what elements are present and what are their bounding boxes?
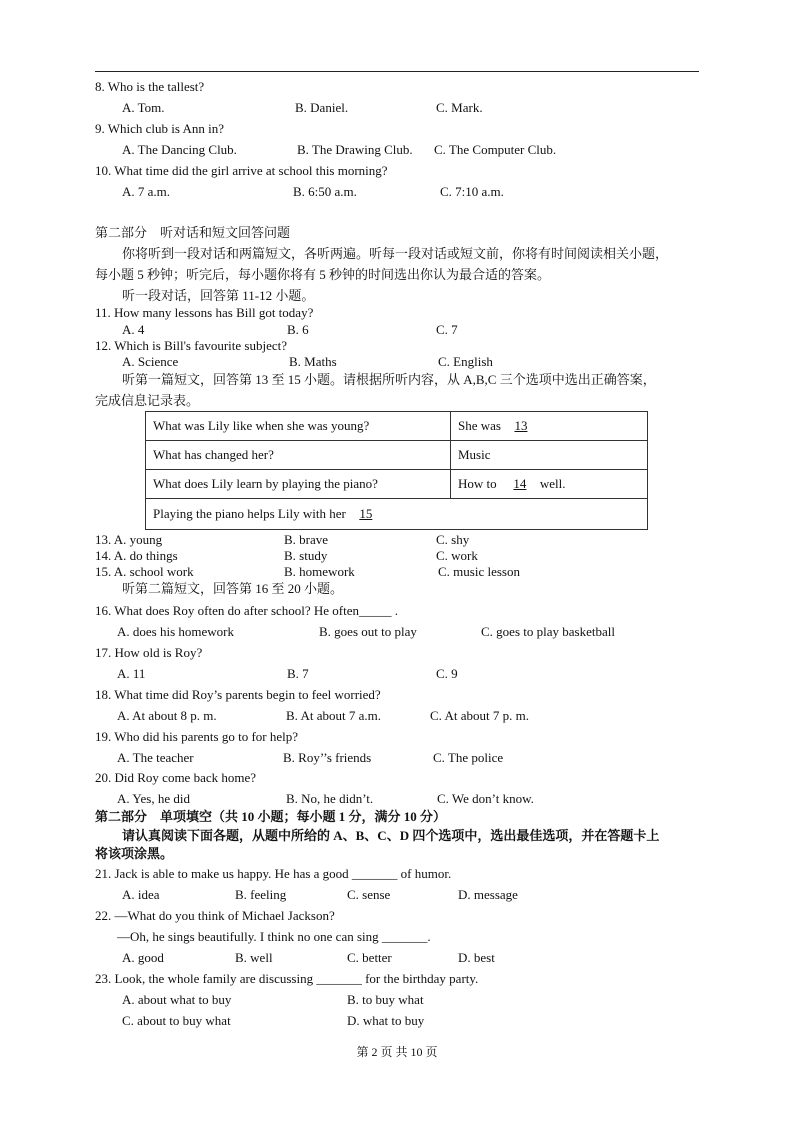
page-footer: 第 2 页 共 10 页 xyxy=(356,1045,438,1059)
q12-option-c: C. English xyxy=(438,354,493,369)
passage2-instruction: 听第二篇短文，回答第 16 至 20 小题。 xyxy=(122,581,344,596)
q8-option-a: A. Tom. xyxy=(122,100,165,115)
q14-option-c: C. work xyxy=(436,548,478,563)
question-19: 19. Who did his parents go to for help? xyxy=(95,729,299,744)
blank-15: 15 xyxy=(359,506,373,521)
cell-text: Playing the piano helps Lily with her xyxy=(153,506,346,521)
q19-option-c: C. The police xyxy=(433,750,504,765)
q13-option-c: C. shy xyxy=(436,532,470,547)
question-12: 12. Which is Bill's favourite subject? xyxy=(95,338,288,353)
question-20: 20. Did Roy come back home? xyxy=(95,770,257,785)
q8-option-c: C. Mark. xyxy=(436,100,483,115)
question-18: 18. What time did Roy’s parents begin to feel worried? xyxy=(95,687,381,702)
table-cell xyxy=(451,412,648,441)
passage1-instruction-line1: 听第一篇短文，回答第 13 至 15 小题。请根据所听内容，从 A,B,C 三个选项中选出正确答案， xyxy=(122,372,656,387)
part2-heading: 第二部分 听对话和短文回答问题 xyxy=(95,225,291,240)
cell-text: She was xyxy=(458,418,501,433)
q18-option-a: A. At about 8 p. m. xyxy=(117,708,217,723)
q17-option-c: C. 9 xyxy=(436,666,458,681)
table-cell xyxy=(451,470,648,499)
q22-option-c: C. better xyxy=(347,950,392,965)
q10-option-b: B. 6:50 a.m. xyxy=(293,184,357,199)
part3-heading: 第二部分 单项填空（共 10 小题；每小题 1 分，满分 10 分） xyxy=(95,809,447,824)
q23-option-d: D. what to buy xyxy=(347,1013,425,1028)
q21-option-a: A. idea xyxy=(122,887,160,902)
q19-option-a: A. The teacher xyxy=(117,750,194,765)
q16-option-b: B. goes out to play xyxy=(319,624,417,639)
question-10: 10. What time did the girl arrive at school this morning? xyxy=(95,163,388,178)
table-cell: What does Lily learn by playing the piano? xyxy=(146,470,451,499)
blank-13: 13 xyxy=(514,418,528,433)
question-9: 9. Which club is Ann in? xyxy=(95,121,225,136)
q17-option-a: A. 11 xyxy=(117,666,146,681)
q20-option-a: A. Yes, he did xyxy=(117,791,190,806)
q21-option-d: D. message xyxy=(458,887,518,902)
cell-text: How to xyxy=(458,476,497,491)
cell-text: well. xyxy=(539,476,566,491)
table-cell: What was Lily like when she was young? xyxy=(146,412,451,441)
q23-option-c: C. about to buy what xyxy=(122,1013,231,1028)
q15-option-a: 15. A. school work xyxy=(95,564,194,579)
q15-option-b: B. homework xyxy=(284,564,355,579)
q13-option-b: B. brave xyxy=(284,532,329,547)
table-cell: Music xyxy=(451,441,648,470)
q11-option-c: C. 7 xyxy=(436,322,458,337)
table-row xyxy=(146,499,648,530)
table-cell: What has changed her? xyxy=(146,441,451,470)
q22-option-d: D. best xyxy=(458,950,495,965)
q21-option-b: B. feeling xyxy=(235,887,287,902)
question-8: 8. Who is the tallest? xyxy=(95,79,205,94)
q15-option-c: C. music lesson xyxy=(438,564,520,579)
question-17: 17. How old is Roy? xyxy=(95,645,203,660)
q20-option-b: B. No, he didn’t. xyxy=(286,791,374,806)
q18-option-b: B. At about 7 a.m. xyxy=(286,708,381,723)
question-22: 22. —What do you think of Michael Jackson? xyxy=(95,908,335,923)
q12-option-a: A. Science xyxy=(122,354,179,369)
q9-option-b: B. The Drawing Club. xyxy=(297,142,413,157)
part2-intro-line2: 每小题 5 秒钟；听完后，每小题你将有 5 秒钟的时间选出你认为最合适的答案。 xyxy=(95,267,551,282)
q18-option-c: C. At about 7 p. m. xyxy=(430,708,529,723)
table-row xyxy=(146,412,648,441)
q8-option-b: B. Daniel. xyxy=(295,100,349,115)
question-21: 21. Jack is able to make us happy. He has a good _______ of humor. xyxy=(95,866,452,881)
q23-option-a: A. about what to buy xyxy=(122,992,232,1007)
q9-option-a: A. The Dancing Club. xyxy=(122,142,237,157)
q13-option-a: 13. A. young xyxy=(95,532,163,547)
q10-option-c: C. 7:10 a.m. xyxy=(440,184,504,199)
q22-option-a: A. good xyxy=(122,950,164,965)
q11-option-a: A. 4 xyxy=(122,322,145,337)
table-row xyxy=(146,441,648,470)
q12-option-b: B. Maths xyxy=(289,354,337,369)
q9-option-c: C. The Computer Club. xyxy=(434,142,557,157)
table-cell xyxy=(146,499,648,530)
q16-option-c: C. goes to play basketball xyxy=(481,624,615,639)
q22-option-b: B. well xyxy=(235,950,273,965)
q10-option-a: A. 7 a.m. xyxy=(122,184,171,199)
q16-option-a: A. does his homework xyxy=(117,624,234,639)
top-rule xyxy=(95,71,699,72)
q20-option-c: C. We don’t know. xyxy=(437,791,534,806)
info-record-table xyxy=(145,411,648,530)
q14-option-b: B. study xyxy=(284,548,328,563)
q21-option-c: C. sense xyxy=(347,887,391,902)
q23-option-b: B. to buy what xyxy=(347,992,424,1007)
blank-14: 14 xyxy=(513,476,527,491)
table-row xyxy=(146,470,648,499)
part3-instruction-line2: 将该项涂黑。 xyxy=(95,846,174,861)
q19-option-b: B. Roy’’s friends xyxy=(283,750,372,765)
question-16: 16. What does Roy often do after school? He often_____ . xyxy=(95,603,399,618)
question-23: 23. Look, the whole family are discussing _______ for the birthday party. xyxy=(95,971,479,986)
part3-instruction-line1: 请认真阅读下面各题，从题中所给的 A、B、C、D 四个选项中，选出最佳选项，并在答题卡上 xyxy=(122,828,660,843)
part2-intro-line1: 你将听到一段对话和两篇短文，各听两遍。听每一段对话或短文前，你将有时间阅读相关小题， xyxy=(122,246,669,261)
question-22-reply: —Oh, he sings beautifully. I think no one can sing _______. xyxy=(117,929,431,944)
question-11: 11. How many lessons has Bill got today? xyxy=(95,305,314,320)
q11-option-b: B. 6 xyxy=(287,322,309,337)
dialog-instruction: 听一段对话，回答第 11-12 小题。 xyxy=(122,288,315,303)
q17-option-b: B. 7 xyxy=(287,666,309,681)
passage1-instruction-line2: 完成信息记录表。 xyxy=(95,393,200,408)
q14-option-a: 14. A. do things xyxy=(95,548,178,563)
